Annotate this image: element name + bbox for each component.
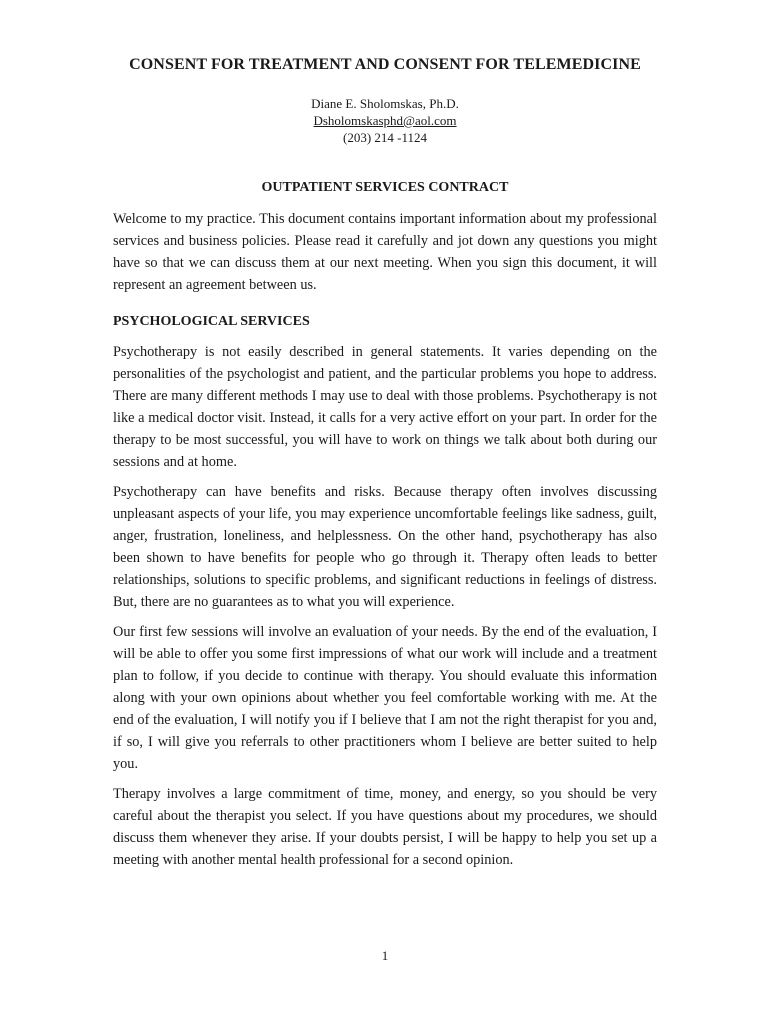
- services-paragraph-1: Psychotherapy is not easily described in general statements. It varies depending on the personalities of the psychologist and patient, and the particular problems you hope to address. There are many different methods I may use to deal with those problems. Psychotherapy is not like a medical doctor visit. Instead, it calls for a very active effort on your part. In order for the therapy to be most successful, you will have to work on things we talk about both during our sessions and at home.: [113, 344, 657, 470]
- document-title: CONSENT FOR TREATMENT AND CONSENT FOR TELEMEDICINE: [129, 56, 641, 73]
- author-name: Diane E. Sholomskas, Ph.D.: [311, 96, 459, 111]
- author-email-link[interactable]: Dsholomskasphd@aol.com: [313, 113, 457, 128]
- section-title: OUTPATIENT SERVICES CONTRACT: [261, 180, 509, 195]
- page-number: 1: [381, 948, 389, 963]
- services-paragraph-4: Therapy involves a large commitment of time, money, and energy, so you should be very careful about the therapist you select. If you have questions about my procedures, we should discuss them whenever they arise. If your doubts persist, I will be happy to help you set up a meeting with another mental health professional for a second opinion.: [113, 786, 657, 868]
- services-paragraph-2: Psychotherapy can have benefits and risks. Because therapy often involves discussing unpleasant aspects of your life, you may experience uncomfortable feelings like sadness, guilt, anger, frustration, loneliness, and helplessness. On the other hand, psychotherapy has also been shown to have benefits for people who go through it. Therapy often leads to better relationships, solutions to specific problems, and significant reductions in feelings of distress. But, there are no guarantees as to what you will experience.: [113, 484, 657, 610]
- author-phone: (203) 214 -1124: [342, 130, 427, 145]
- psychological-services-heading: PSYCHOLOGICAL SERVICES: [113, 314, 310, 329]
- services-paragraph-3: Our first few sessions will involve an evaluation of your needs. By the end of the evaluation, I will be able to offer you some first impressions of what our work will include and a treatment plan to follow, if you decide to continue with therapy. You should evaluate this information along with your own opinions about whether you feel comfortable working with me. At the end of the evaluation, I will notify you if I believe that I am not the right therapist for you and, if so, I will give you referrals to other practitioners whom I believe are better suited to help you.: [113, 624, 657, 772]
- intro-paragraph: Welcome to my practice. This document contains important information about my professional services and business policies. Please read it carefully and jot down any questions you might have so that we can discuss them at our next meeting. When you sign this document, it will represent an agreement between us.: [113, 211, 657, 293]
